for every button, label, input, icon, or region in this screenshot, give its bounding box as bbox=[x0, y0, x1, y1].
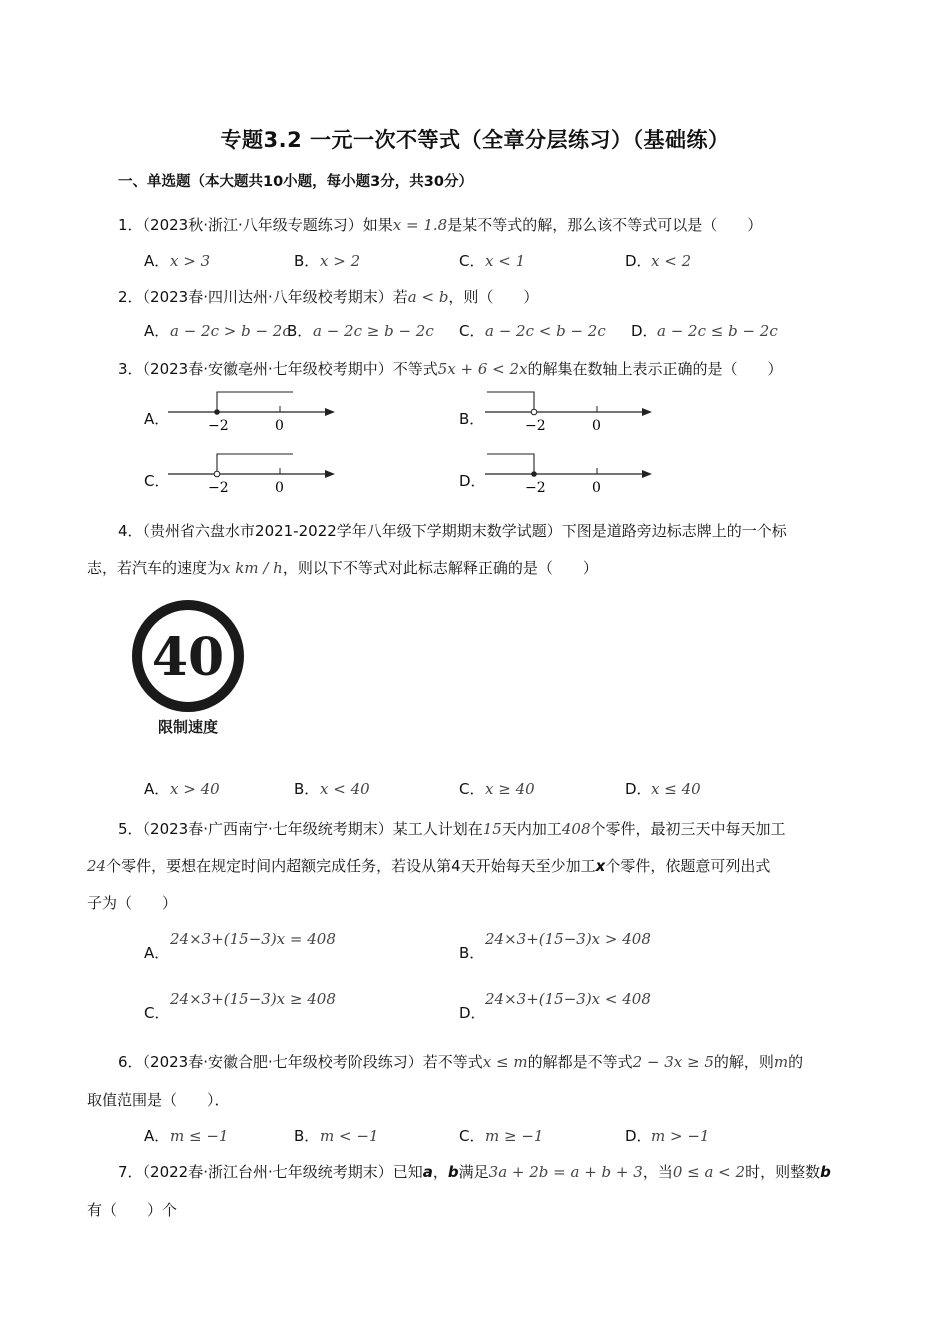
option-b[interactable]: B．24×3+(15−3)x > 408 bbox=[459, 930, 651, 962]
question-5-line2: 24个零件，要想在规定时间内超额完成任务，若设从第4天开始每天至少加工x个零件，依题意可列出式 bbox=[87, 857, 771, 875]
svg-text:40: 40 bbox=[151, 627, 225, 688]
svg-text:0: 0 bbox=[275, 418, 284, 434]
option-d[interactable]: D．x ≤ 40 bbox=[625, 780, 701, 798]
math-expression: x = 1.8 bbox=[392, 216, 448, 234]
option-b[interactable]: B．x < 40 bbox=[294, 780, 370, 798]
question-text: （2023春·安徽亳州·七年级校考期中）不等式 bbox=[142, 360, 438, 378]
question-number: 4． bbox=[118, 522, 143, 540]
question-4 bbox=[118, 520, 787, 541]
option-a[interactable]: A．x > 3 bbox=[144, 252, 211, 270]
question-6-line2: 取值范围是（ ）． bbox=[87, 1091, 230, 1109]
svg-text:限制速度: 限制速度 bbox=[157, 718, 219, 736]
option-b[interactable]: B．m < −1 bbox=[294, 1127, 379, 1145]
question-2 bbox=[118, 286, 538, 307]
svg-text:−2: −2 bbox=[525, 480, 546, 496]
svg-text:0: 0 bbox=[592, 418, 601, 434]
section-heading: 一、单选题（本大题共10小题，每小题3分，共30分） bbox=[118, 174, 473, 190]
option-a[interactable]: A．x > 40 bbox=[144, 780, 220, 798]
svg-text:0: 0 bbox=[275, 480, 284, 496]
math-expression: x km / h bbox=[222, 559, 283, 577]
speed-limit-sign bbox=[125, 596, 255, 741]
question-7: 7．（2022春·浙江台州·七年级统考期末）已知a，b满足3a + 2b = a + b + 3，当0 ≤ a < 2时，则整数b bbox=[118, 1163, 831, 1181]
question-text: （2023春·四川达州·八年级校考期末）若 bbox=[142, 288, 408, 306]
option-a[interactable]: A． bbox=[144, 410, 170, 428]
math-expression: 5x + 6 < 2x bbox=[437, 360, 528, 378]
page-title: 专题3.2 一元一次不等式（全章分层练习）（基础练） bbox=[220, 128, 730, 152]
question-number: 6． bbox=[118, 1053, 143, 1071]
option-c[interactable]: C．24×3+(15−3)x ≥ 408 bbox=[144, 990, 336, 1022]
option-c[interactable]: C．x ≥ 40 bbox=[459, 780, 535, 798]
option-d[interactable]: D．24×3+(15−3)x < 408 bbox=[459, 990, 651, 1022]
question-text: （贵州省六盘水市2021-2022学年八年级下学期期末数学试题）下图是道路旁边标志牌上的一个标 bbox=[142, 522, 787, 540]
question-3 bbox=[118, 358, 783, 379]
question-number: 3． bbox=[118, 360, 143, 378]
question-text: 是某不等式的解，那么该不等式可以是（ ） bbox=[447, 216, 763, 234]
option-a[interactable]: A．a − 2c > b − 2c bbox=[144, 322, 291, 340]
question-4-line2: 志，若汽车的速度为x km / h，则以下不等式对此标志解释正确的是（ ） bbox=[87, 559, 598, 577]
option-b[interactable]: B．x > 2 bbox=[294, 252, 361, 270]
number-line-b bbox=[482, 390, 657, 434]
svg-text:−2: −2 bbox=[525, 418, 546, 434]
option-c[interactable]: C．m ≥ −1 bbox=[459, 1127, 544, 1145]
question-number: 5． bbox=[118, 820, 143, 838]
svg-text:−2: −2 bbox=[208, 480, 229, 496]
question-7-line2: 有（ ）个 bbox=[87, 1201, 178, 1219]
option-b[interactable]: B． bbox=[459, 410, 485, 428]
option-a[interactable]: A．24×3+(15−3)x = 408 bbox=[144, 930, 336, 962]
question-text: 的解集在数轴上表示正确的是（ ） bbox=[527, 360, 783, 378]
question-number: 7． bbox=[118, 1163, 143, 1181]
question-text: ，则（ ） bbox=[448, 288, 539, 306]
option-c[interactable]: C．x < 1 bbox=[459, 252, 526, 270]
question-5-line3: 子为（ ） bbox=[87, 894, 178, 912]
option-b[interactable]: B．a − 2c ≥ b − 2c bbox=[287, 322, 434, 340]
question-1 bbox=[118, 214, 762, 235]
question-6: 6．（2023春·安徽合肥·七年级校考阶段练习）若不等式x ≤ m的解都是不等式2 − 3x ≥ 5的解，则m的 bbox=[118, 1053, 804, 1071]
number-line-a bbox=[165, 390, 340, 434]
option-a[interactable]: A．m ≤ −1 bbox=[144, 1127, 229, 1145]
option-d[interactable]: D． bbox=[459, 472, 486, 490]
option-c[interactable]: C．a − 2c < b − 2c bbox=[459, 322, 606, 340]
question-number: 2． bbox=[118, 288, 143, 306]
option-d[interactable]: D．a − 2c ≤ b − 2c bbox=[631, 322, 778, 340]
number-line-d bbox=[482, 452, 657, 496]
question-number: 1． bbox=[118, 216, 143, 234]
svg-text:0: 0 bbox=[592, 480, 601, 496]
option-c[interactable]: C． bbox=[144, 472, 170, 490]
svg-text:−2: −2 bbox=[208, 418, 229, 434]
math-expression: a < b bbox=[407, 288, 449, 306]
question-text: （2023秋·浙江·八年级专题练习）如果 bbox=[142, 216, 393, 234]
question-5: 5．（2023春·广西南宁·七年级统考期末）某工人计划在15天内加工408个零件，最初三天中每天加工 bbox=[118, 820, 786, 838]
number-line-c bbox=[165, 452, 340, 496]
option-d[interactable]: D．x < 2 bbox=[625, 252, 692, 270]
option-d[interactable]: D．m > −1 bbox=[625, 1127, 710, 1145]
